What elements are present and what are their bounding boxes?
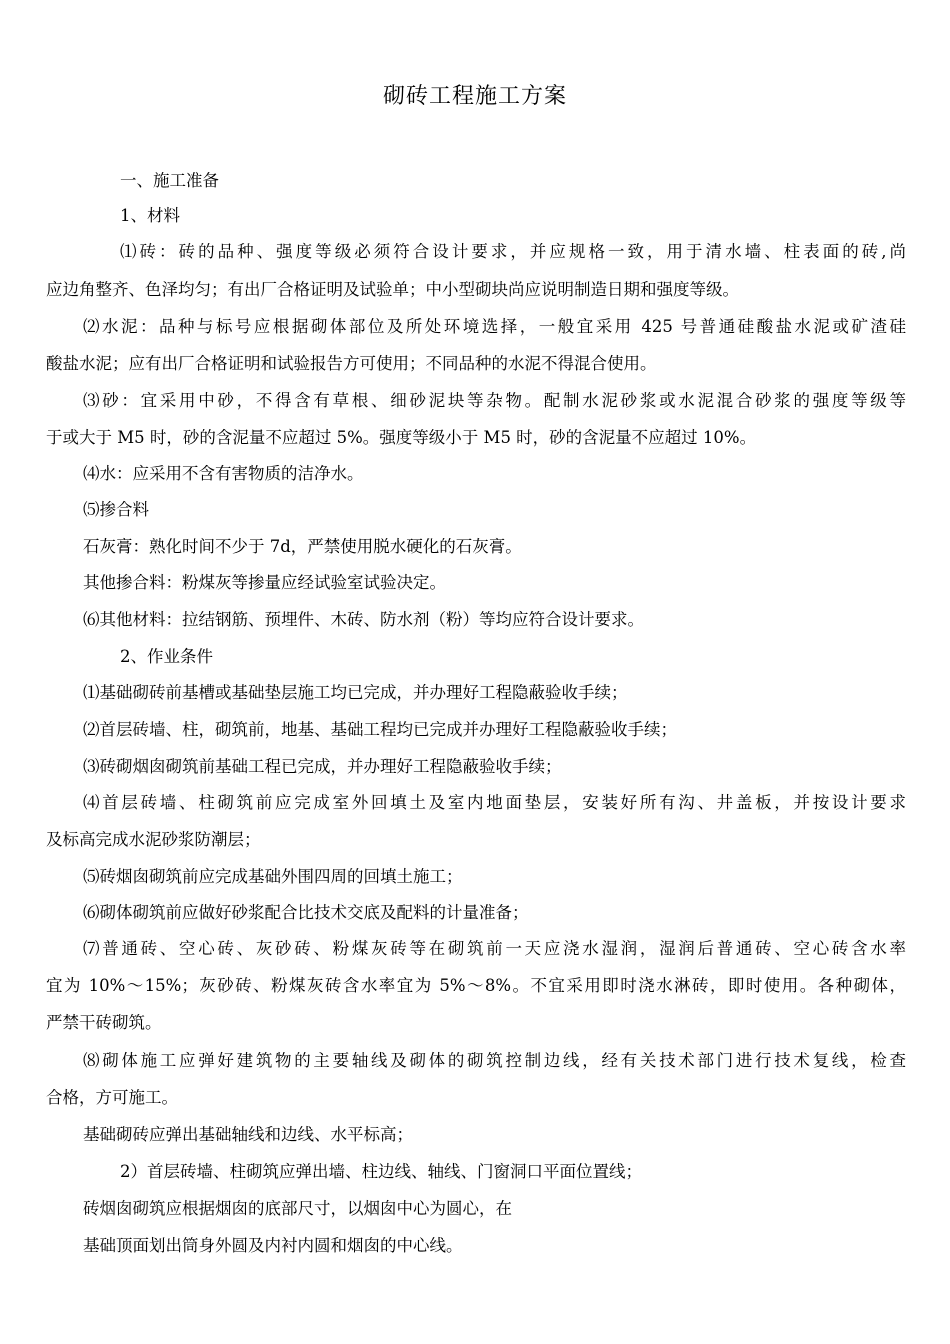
paragraph-line: ⑴砖：砖的品种、强度等级必须符合设计要求，并应规格一致，用于清水墙、柱表面的砖,尚 xyxy=(120,242,906,261)
subsection-heading-materials: 1、材料 xyxy=(120,206,180,225)
paragraph-line: 酸盐水泥；应有出厂合格证明和试验报告方可使用；不同品种的水泥不得混合使用。 xyxy=(46,354,657,373)
paragraph-line: ⑷水：应采用不含有害物质的洁净水。 xyxy=(83,464,364,483)
paragraph-line: ⑶砖砌烟囱砌筑前基础工程已完成，并办理好工程隐蔽验收手续； xyxy=(83,757,562,776)
paragraph-line: ⑹砌体砌筑前应做好砂浆配合比技术交底及配料的计量准备； xyxy=(83,903,529,922)
paragraph-line: ⑹其他材料：拉结钢筋、预埋件、木砖、防水剂（粉）等均应符合设计要求。 xyxy=(83,610,644,629)
paragraph-line: 严禁干砖砌筑。 xyxy=(46,1013,162,1032)
paragraph-line: 基础顶面划出筒身外圆及内衬内圆和烟囱的中心线。 xyxy=(83,1236,463,1255)
paragraph-line: 应边角整齐、色泽均匀；有出厂合格证明及试验单；中小型砌块尚应说明制造日期和强度等级。 xyxy=(46,280,739,299)
paragraph-line: ⑵水泥：品种与标号应根据砌体部位及所处环境选择，一般宜采用 425 号普通硅酸盐水泥或矿渣硅 xyxy=(83,317,906,336)
paragraph-line: 2）首层砖墙、柱砌筑应弹出墙、柱边线、轴线、门窗洞口平面位置线； xyxy=(120,1162,642,1181)
paragraph-line: ⑸掺合料 xyxy=(83,500,149,519)
paragraph-line: 石灰膏：熟化时间不少于 7d，严禁使用脱水硬化的石灰膏。 xyxy=(83,537,522,556)
paragraph-line: 砖烟囱砌筑应根据烟囱的底部尺寸，以烟囱中心为圆心，在 xyxy=(83,1199,512,1218)
paragraph-line: 其他掺合料：粉煤灰等掺量应经试验室试验决定。 xyxy=(83,573,446,592)
paragraph-line: ⑶砂：宜采用中砂，不得含有草根、细砂泥块等杂物。配制水泥砂浆或水泥混合砂浆的强度等级等 xyxy=(83,391,906,410)
section-heading-preparation: 一、施工准备 xyxy=(120,171,219,190)
paragraph-line: ⑴基础砌砖前基槽或基础垫层施工均已完成，并办理好工程隐蔽验收手续； xyxy=(83,683,628,702)
subsection-heading-conditions: 2、作业条件 xyxy=(120,647,213,666)
paragraph-line: 基础砌砖应弹出基础轴线和边线、水平标高； xyxy=(83,1125,413,1144)
paragraph-line: 合格，方可施工。 xyxy=(46,1088,178,1107)
paragraph-line: ⑵首层砖墙、柱，砌筑前，地基、基础工程均已完成并办理好工程隐蔽验收手续； xyxy=(83,720,677,739)
document-title: 砌砖工程施工方案 xyxy=(382,84,567,109)
paragraph-line: 宜为 10%～15%；灰砂砖、粉煤灰砖含水率宜为 5%～8%。不宜采用即时浇水淋砖，即时使用。各种砌体， xyxy=(46,976,906,995)
paragraph-line: 及标高完成水泥砂浆防潮层； xyxy=(46,830,261,849)
paragraph-line: 于或大于 M5 时，砂的含泥量不应超过 5%。强度等级小于 M5 时，砂的含泥量不应超过 10%。 xyxy=(46,428,757,447)
paragraph-line: ⑻砌体施工应弹好建筑物的主要轴线及砌体的砌筑控制边线，经有关技术部门进行技术复线，检查 xyxy=(83,1051,906,1070)
paragraph-line: ⑷首层砖墙、柱砌筑前应完成室外回填土及室内地面垫层，安装好所有沟、井盖板，并按设计要求 xyxy=(83,793,906,812)
paragraph-line: ⑺普通砖、空心砖、灰砂砖、粉煤灰砖等在砌筑前一天应浇水湿润，湿润后普通砖、空心砖含水率 xyxy=(83,939,906,958)
paragraph-line: ⑸砖烟囱砌筑前应完成基础外围四周的回填土施工； xyxy=(83,867,463,886)
